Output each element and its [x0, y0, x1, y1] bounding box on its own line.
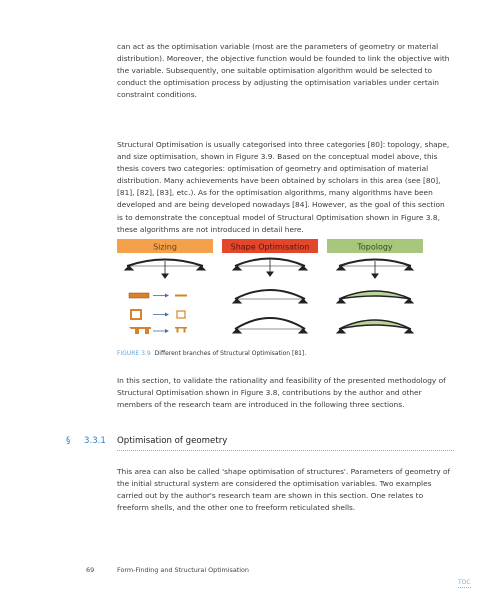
- figure-caption-label: FIGURE 3.9: [117, 350, 151, 357]
- sizing-arch: [125, 260, 205, 279]
- structural-optimisation-figure: [117, 237, 423, 347]
- section-number: 3.3.1: [84, 436, 106, 446]
- sizing-members: [129, 293, 187, 334]
- shape-arch-mid: [233, 290, 307, 303]
- sizing-label: Sizing: [153, 242, 177, 252]
- topology-arch-initial: [337, 260, 413, 279]
- topology-arch-mid: [337, 291, 413, 303]
- toc-link[interactable]: TOC: [458, 579, 471, 586]
- section-rule: [117, 450, 454, 451]
- body-paragraph: can act as the optimisation variable (most are the parameters of geometry or material distribution). Moreover, the objective function would be founded to link the objective with the variable. Subsequently, one suitable optimisation algorithm would be selected to conduct the optimisation process by adjusting the optimisation variables under certain constraint conditions.: [117, 42, 450, 100]
- shape-arch-initial: [233, 259, 307, 277]
- section-title: Optimisation of geometry: [117, 436, 228, 446]
- body-paragraph: Structural Optimisation is usually categorised into three categories [80]: topology, shape, and size optimisation, shown in Figure 3.9. Based on the conceptual model above, this thesis covers two categories: optimisation of geometry and optimisation of material distribution. Many achievements have been obtained by scholars in this area (see [80], [81], [82], [83], etc.). As for the optimisation algorithms, many algorithms have been developed and are being developed nowadays [84]. However, as the goal of this section is to demonstrate the conceptual model of Structural Optimisation shown in Figure 3.8, these algorithms are not introduced in detail here.: [117, 140, 450, 234]
- page-number: 69: [86, 566, 95, 574]
- topology-arch-final: [337, 320, 413, 333]
- section-symbol: §: [66, 436, 71, 446]
- topology-label: Topology: [357, 242, 393, 252]
- shape-arch-final: [233, 318, 307, 333]
- shape-label: Shape Optimisation: [230, 242, 310, 252]
- figure-caption-text: Different branches of Structural Optimisation [81].: [154, 350, 307, 357]
- running-footer-title: Form-Finding and Structural Optimisation: [117, 566, 249, 574]
- body-paragraph: This area can also be called 'shape optimisation of structures'. Parameters of geometry of the initial structural system are considered the optimisation variables. Two examples carried out by the author's research team are shown in this section. One relates to freeform shells, and the other one to freeform reticulated shells.: [117, 467, 451, 513]
- figure-caption: [117, 350, 306, 357]
- body-paragraph: In this section, to validate the rationality and feasibility of the presented methodology of Structural Optimisation shown in Figure 3.8, contributions by the author and other members of the research team are introduced in the following three sections.: [117, 376, 446, 410]
